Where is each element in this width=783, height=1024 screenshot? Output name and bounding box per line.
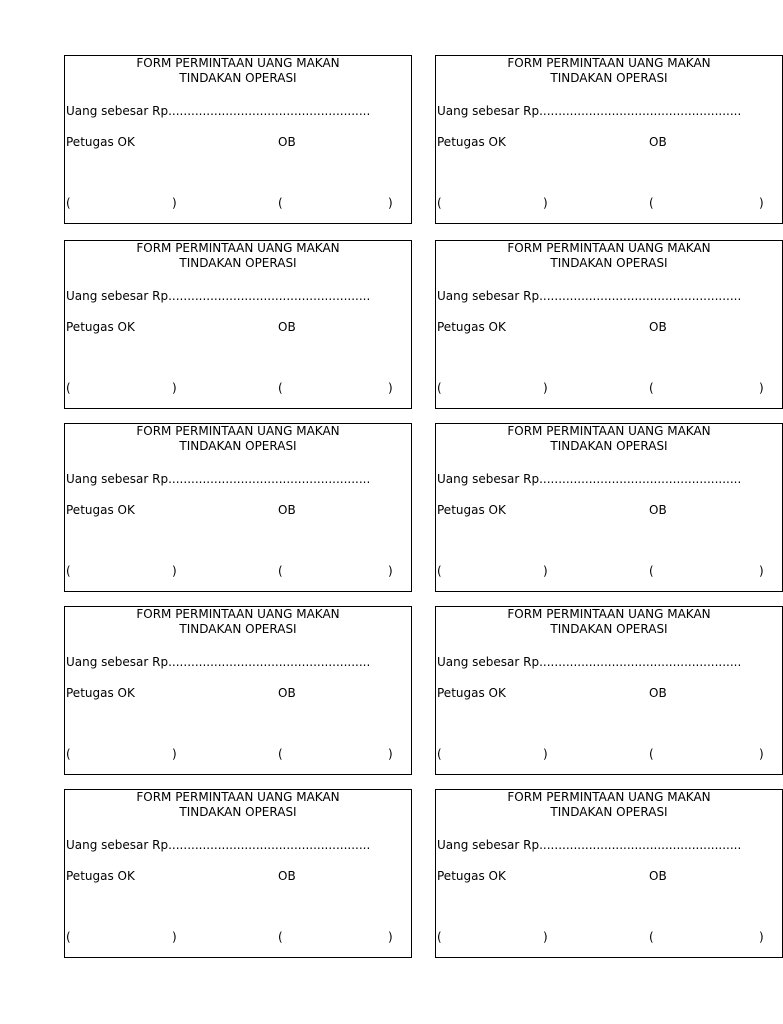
ob-label: OB: [278, 320, 296, 334]
petugas-ok-label: Petugas OK: [66, 686, 135, 700]
meal-request-form: [435, 606, 783, 775]
signature-open-paren-1: (: [66, 381, 71, 395]
signature-close-paren-2: ): [388, 747, 393, 761]
form-title-line1: FORM PERMINTAAN UANG MAKAN: [507, 56, 711, 70]
petugas-ok-label: Petugas OK: [66, 135, 135, 149]
amount-field: Uang sebesar Rp.....................................................: [437, 838, 742, 852]
form-title-line2: TINDAKAN OPERASI: [550, 439, 668, 453]
signature-close-paren-1: ): [172, 930, 177, 944]
signature-close-paren-1: ): [543, 564, 548, 578]
signature-close-paren-1: ): [543, 747, 548, 761]
signature-close-paren-2: ): [759, 930, 764, 944]
amount-field: Uang sebesar Rp.....................................................: [437, 289, 742, 303]
form-title-line2: TINDAKAN OPERASI: [550, 71, 668, 85]
amount-field: Uang sebesar Rp.....................................................: [66, 289, 371, 303]
ob-label: OB: [649, 135, 667, 149]
signature-open-paren-2: (: [649, 381, 654, 395]
meal-request-form: [64, 423, 412, 592]
amount-field: Uang sebesar Rp.....................................................: [66, 838, 371, 852]
amount-field: Uang sebesar Rp.....................................................: [437, 472, 742, 486]
ob-label: OB: [278, 686, 296, 700]
form-title-line2: TINDAKAN OPERASI: [550, 805, 668, 819]
ob-label: OB: [278, 869, 296, 883]
signature-open-paren-1: (: [66, 747, 71, 761]
ob-label: OB: [649, 503, 667, 517]
signature-close-paren-2: ): [388, 564, 393, 578]
petugas-ok-label: Petugas OK: [66, 503, 135, 517]
form-title-line1: FORM PERMINTAAN UANG MAKAN: [507, 424, 711, 438]
amount-field: Uang sebesar Rp.....................................................: [437, 655, 742, 669]
signature-open-paren-2: (: [649, 196, 654, 210]
signature-open-paren-2: (: [649, 930, 654, 944]
meal-request-form: [64, 606, 412, 775]
form-title-line1: FORM PERMINTAAN UANG MAKAN: [136, 607, 340, 621]
form-title-line2: TINDAKAN OPERASI: [550, 622, 668, 636]
form-title-line1: FORM PERMINTAAN UANG MAKAN: [507, 607, 711, 621]
signature-close-paren-2: ): [388, 196, 393, 210]
signature-open-paren-2: (: [649, 564, 654, 578]
form-title-line1: FORM PERMINTAAN UANG MAKAN: [136, 56, 340, 70]
signature-close-paren-2: ): [759, 381, 764, 395]
meal-request-form: [64, 789, 412, 958]
meal-request-form: [435, 789, 783, 958]
petugas-ok-label: Petugas OK: [66, 320, 135, 334]
form-title-line2: TINDAKAN OPERASI: [179, 439, 297, 453]
ob-label: OB: [649, 320, 667, 334]
amount-field: Uang sebesar Rp.....................................................: [66, 104, 371, 118]
petugas-ok-label: Petugas OK: [437, 503, 506, 517]
signature-close-paren-1: ): [543, 930, 548, 944]
signature-close-paren-1: ): [172, 196, 177, 210]
meal-request-form: [435, 55, 783, 224]
signature-close-paren-1: ): [172, 747, 177, 761]
form-title-line1: FORM PERMINTAAN UANG MAKAN: [136, 424, 340, 438]
petugas-ok-label: Petugas OK: [437, 320, 506, 334]
signature-open-paren-2: (: [278, 196, 283, 210]
meal-request-form: [64, 240, 412, 409]
form-title-line2: TINDAKAN OPERASI: [179, 71, 297, 85]
signature-close-paren-2: ): [388, 930, 393, 944]
signature-open-paren-1: (: [66, 196, 71, 210]
meal-request-form: [64, 55, 412, 224]
petugas-ok-label: Petugas OK: [66, 869, 135, 883]
form-title-line1: FORM PERMINTAAN UANG MAKAN: [507, 241, 711, 255]
signature-open-paren-1: (: [66, 564, 71, 578]
form-title-line2: TINDAKAN OPERASI: [179, 622, 297, 636]
ob-label: OB: [278, 135, 296, 149]
signature-close-paren-1: ): [172, 381, 177, 395]
signature-open-paren-2: (: [278, 564, 283, 578]
form-title-line1: FORM PERMINTAAN UANG MAKAN: [136, 790, 340, 804]
signature-close-paren-2: ): [759, 196, 764, 210]
form-title-line2: TINDAKAN OPERASI: [179, 256, 297, 270]
ob-label: OB: [278, 503, 296, 517]
signature-open-paren-2: (: [278, 930, 283, 944]
form-title-line2: TINDAKAN OPERASI: [179, 805, 297, 819]
signature-open-paren-2: (: [278, 747, 283, 761]
form-title-line1: FORM PERMINTAAN UANG MAKAN: [136, 241, 340, 255]
signature-open-paren-1: (: [66, 930, 71, 944]
signature-close-paren-1: ): [543, 381, 548, 395]
amount-field: Uang sebesar Rp.....................................................: [437, 104, 742, 118]
amount-field: Uang sebesar Rp.....................................................: [66, 472, 371, 486]
meal-request-form: [435, 240, 783, 409]
signature-close-paren-1: ): [543, 196, 548, 210]
ob-label: OB: [649, 869, 667, 883]
signature-open-paren-1: (: [437, 381, 442, 395]
signature-open-paren-2: (: [649, 747, 654, 761]
signature-open-paren-1: (: [437, 564, 442, 578]
form-title-line1: FORM PERMINTAAN UANG MAKAN: [507, 790, 711, 804]
ob-label: OB: [649, 686, 667, 700]
signature-close-paren-1: ): [172, 564, 177, 578]
petugas-ok-label: Petugas OK: [437, 135, 506, 149]
petugas-ok-label: Petugas OK: [437, 686, 506, 700]
signature-close-paren-2: ): [388, 381, 393, 395]
petugas-ok-label: Petugas OK: [437, 869, 506, 883]
meal-request-form: [435, 423, 783, 592]
signature-open-paren-1: (: [437, 747, 442, 761]
form-title-line2: TINDAKAN OPERASI: [550, 256, 668, 270]
amount-field: Uang sebesar Rp.....................................................: [66, 655, 371, 669]
signature-open-paren-1: (: [437, 930, 442, 944]
signature-close-paren-2: ): [759, 564, 764, 578]
signature-close-paren-2: ): [759, 747, 764, 761]
signature-open-paren-2: (: [278, 381, 283, 395]
signature-open-paren-1: (: [437, 196, 442, 210]
